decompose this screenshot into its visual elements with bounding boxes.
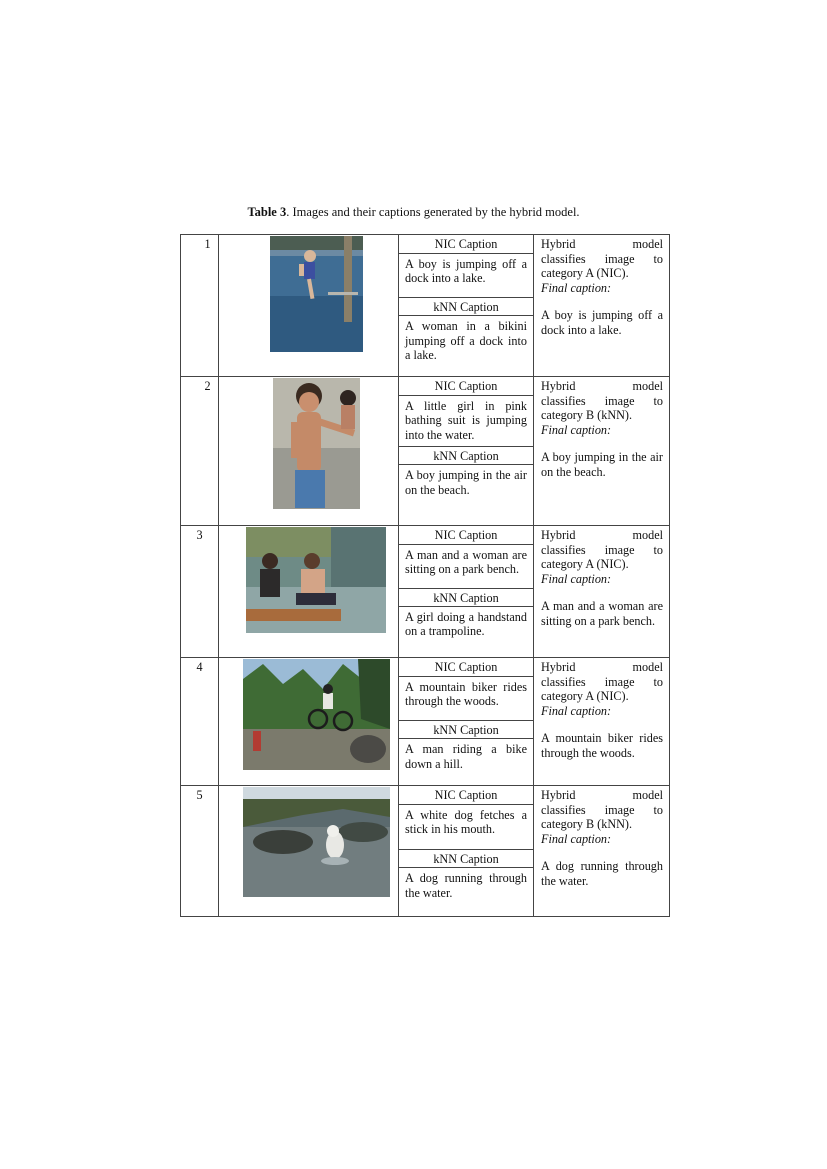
final-caption-label: Final caption: <box>541 571 612 586</box>
table-title: . Images and their captions generated by the hybrid model. <box>286 205 580 219</box>
hybrid-classification: classifies image to category B (kNN). <box>541 802 663 832</box>
model-word: model <box>632 528 663 542</box>
nic-caption-header: NIC Caption <box>399 235 533 254</box>
final-caption-text: A boy is jumping off a dock into a lake. <box>541 308 663 337</box>
final-caption-label: Final caption: <box>541 280 612 295</box>
hybrid-result-cell <box>534 658 670 786</box>
row-number: 3 <box>196 528 203 542</box>
knn-caption-text: A girl doing a handstand on a trampoline. <box>405 610 527 639</box>
nic-caption-text: A little girl in pink bathing suit is jumping into the water. <box>399 396 533 447</box>
captions-cell <box>399 658 534 786</box>
hybrid-word: Hybrid <box>541 660 576 674</box>
table-label: Table 3 <box>247 205 287 219</box>
captions-cell <box>399 377 534 526</box>
hybrid-word: Hybrid <box>541 379 576 393</box>
image-cell <box>219 235 399 377</box>
hybrid-word: Hybrid <box>541 788 576 802</box>
model-word: model <box>632 237 663 251</box>
model-word: model <box>632 788 663 802</box>
photo-dog-in-water <box>243 787 390 897</box>
results-table <box>180 234 670 917</box>
table-row <box>181 658 670 786</box>
nic-caption-text: A mountain biker rides through the woods. <box>399 677 533 721</box>
hybrid-word: Hybrid <box>541 528 576 542</box>
photo-mountain-biker <box>243 659 390 770</box>
row-number-cell <box>181 235 219 377</box>
row-number-cell <box>181 786 219 917</box>
hybrid-classification: classifies image to category A (NIC). <box>541 251 663 281</box>
row-number: 5 <box>196 788 203 802</box>
row-number-cell <box>181 658 219 786</box>
nic-caption-header: NIC Caption <box>399 526 533 545</box>
photo-boy-jumping-lake <box>270 236 363 352</box>
image-cell <box>219 786 399 917</box>
table-row <box>181 526 670 658</box>
nic-caption-text: A man and a woman are sitting on a park bench. <box>399 545 533 589</box>
final-caption-label: Final caption: <box>541 422 612 437</box>
hybrid-result-cell <box>534 235 670 377</box>
image-cell <box>219 377 399 526</box>
hybrid-classification: classifies image to category B (kNN). <box>541 393 663 423</box>
model-word: model <box>632 379 663 393</box>
model-word: model <box>632 660 663 674</box>
final-caption-text: A man and a woman are sitting on a park bench. <box>541 599 663 628</box>
photo-boy-on-beach <box>273 378 360 509</box>
final-caption-text: A mountain biker rides through the woods. <box>541 731 663 760</box>
final-caption-label: Final caption: <box>541 703 612 718</box>
row-number-cell <box>181 377 219 526</box>
knn-caption-text: A woman in a bikini jumping off a dock into a lake. <box>405 319 527 363</box>
row-number: 4 <box>196 660 203 674</box>
knn-caption-text: A boy jumping in the air on the beach. <box>405 468 527 497</box>
captions-cell <box>399 786 534 917</box>
hybrid-classification: classifies image to category A (NIC). <box>541 674 663 704</box>
final-caption-text: A boy jumping in the air on the beach. <box>541 450 663 479</box>
nic-caption-header: NIC Caption <box>399 658 533 677</box>
table-row <box>181 786 670 917</box>
knn-caption-header: kNN Caption <box>399 721 533 740</box>
knn-caption-text: A dog running through the water. <box>405 871 527 900</box>
nic-caption-header: NIC Caption <box>399 377 533 396</box>
hybrid-word: Hybrid <box>541 237 576 251</box>
nic-caption-header: NIC Caption <box>399 786 533 805</box>
image-cell <box>219 526 399 658</box>
final-caption-label: Final caption: <box>541 831 612 846</box>
knn-caption-text: A man riding a bike down a hill. <box>405 742 527 771</box>
knn-caption-header: kNN Caption <box>399 298 533 317</box>
hybrid-result-cell <box>534 377 670 526</box>
captions-cell <box>399 526 534 658</box>
hybrid-result-cell <box>534 786 670 917</box>
final-caption-text: A dog running through the water. <box>541 859 663 888</box>
nic-caption-text: A white dog fetches a stick in his mouth. <box>399 805 533 850</box>
row-number: 2 <box>204 379 211 393</box>
row-number-cell <box>181 526 219 658</box>
knn-caption-header: kNN Caption <box>399 589 533 608</box>
captions-cell <box>399 235 534 377</box>
nic-caption-text: A boy is jumping off a dock into a lake. <box>399 254 533 298</box>
knn-caption-header: kNN Caption <box>399 447 533 466</box>
image-cell <box>219 658 399 786</box>
table-caption <box>0 205 827 220</box>
row-number: 1 <box>204 237 211 251</box>
table-row <box>181 235 670 377</box>
hybrid-classification: classifies image to category A (NIC). <box>541 542 663 572</box>
table-row <box>181 377 670 526</box>
hybrid-result-cell <box>534 526 670 658</box>
knn-caption-header: kNN Caption <box>399 850 533 869</box>
photo-couple-on-bench <box>246 527 386 633</box>
